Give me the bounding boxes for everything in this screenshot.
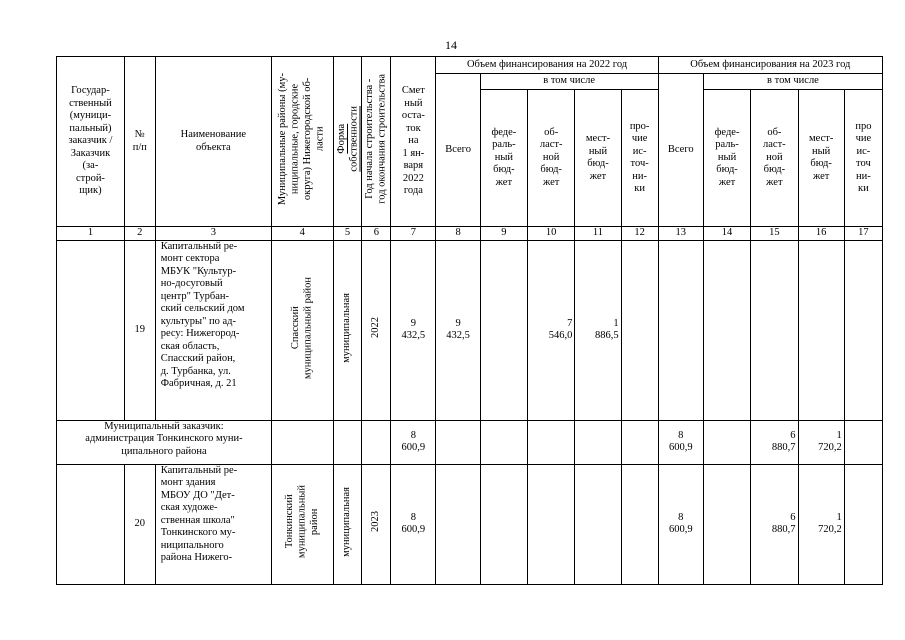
header-object-name: Наименование объекта [155, 57, 271, 227]
object-name: Капитальный ре- монт сектора МБУК "Культур- но-досуговый центр" Турбан- ский сельский дом культуры" по ад- ресу: Нижегород- ская область, Спасский район, д. Турбанка, ул. Фабричная, д. 21 [155, 240, 271, 420]
years-cell [362, 464, 391, 584]
customer-cell [57, 464, 125, 584]
header-districts-cell [271, 57, 333, 227]
row-num: 19 [124, 240, 155, 420]
header-other-2023: про чие ис- точ ни- ки [844, 90, 882, 227]
header-num: № п/п [124, 57, 155, 227]
column-number: 16 [798, 227, 844, 241]
header-customer: Государ- ственный (муници- пальный) заказчик / Заказчик (за- строй- щик) [57, 57, 125, 227]
column-number: 10 [528, 227, 575, 241]
customer-local-2023: 1 720,2 [798, 420, 844, 464]
ownership: муниципальная [341, 486, 353, 557]
header-federal-2022: феде- раль- ный бюд- жет [480, 90, 527, 227]
table-row [57, 464, 883, 584]
column-number-row [57, 227, 883, 241]
header-including-2022: в том числе [480, 74, 658, 90]
balance: 8 600,9 [391, 464, 436, 584]
ownership-cell [333, 464, 362, 584]
district-cell [271, 464, 333, 584]
header-districts: Муниципальные районы (му- ниципальные, городские округа) Нижегородской об- ласти [277, 73, 326, 206]
local-2022: 1 886,5 [575, 240, 621, 420]
header-estimate-balance: Смет ный оста- ток на 1 ян- варя 2022 года [391, 57, 436, 227]
header-years: Год начала строительства - год окончания строительства [364, 74, 388, 205]
column-number: 2 [124, 227, 155, 241]
column-number: 4 [271, 227, 333, 241]
district: Тонкинский муниципальный район [283, 485, 320, 559]
customer-balance: 8 600,9 [391, 420, 436, 464]
district-cell [271, 240, 333, 420]
header-regional-2023: об- ласт- ной бюд- жет [751, 90, 798, 227]
column-number: 17 [844, 227, 882, 241]
column-number: 1 [57, 227, 125, 241]
header-federal-2023: феде- раль- ный бюд- жет [703, 90, 750, 227]
years: 2023 [370, 511, 382, 533]
column-number: 12 [621, 227, 658, 241]
header-regional-2022: об- ласт- ной бюд- жет [528, 90, 575, 227]
column-number: 7 [391, 227, 436, 241]
header-ownership-form: Форма собственности [335, 106, 360, 173]
column-number: 5 [333, 227, 362, 241]
column-number: 9 [480, 227, 527, 241]
page-number: 14 [445, 38, 457, 52]
column-number: 14 [703, 227, 750, 241]
header-local-2023: мест- ный бюд- жет [798, 90, 844, 227]
other-2022 [621, 240, 658, 420]
header-funding-2023: Объем финансирования на 2023 год [658, 57, 882, 74]
customer-label: Муниципальный заказчик: администрация Тонкинского муни- ципального района [57, 420, 272, 464]
ownership-cell [333, 240, 362, 420]
table-row [57, 240, 883, 420]
federal-2023 [703, 240, 750, 420]
header-including-2023: в том числе [703, 74, 882, 90]
total-2022: 9 432,5 [436, 240, 480, 420]
column-number: 8 [436, 227, 480, 241]
financing-table [56, 56, 883, 585]
total-2023: 8 600,9 [658, 464, 703, 584]
regional-2022: 7 546,0 [528, 240, 575, 420]
customer-total-2023: 8 600,9 [658, 420, 703, 464]
other-2023 [844, 240, 882, 420]
balance: 9 432,5 [391, 240, 436, 420]
regional-2023: 6 880,7 [751, 464, 798, 584]
header-years-cell [362, 57, 391, 227]
column-number: 13 [658, 227, 703, 241]
regional-2023 [751, 240, 798, 420]
column-number: 15 [751, 227, 798, 241]
column-number: 11 [575, 227, 621, 241]
federal-2022 [480, 240, 527, 420]
header-funding-2022: Объем финансирования на 2022 год [436, 57, 658, 74]
header-local-2022: мест- ный бюд- жет [575, 90, 621, 227]
customer-cell [57, 240, 125, 420]
local-2023: 1 720,2 [798, 464, 844, 584]
header-total-2023: Всего [658, 74, 703, 227]
column-number: 6 [362, 227, 391, 241]
ownership: муниципальная [341, 292, 353, 363]
column-number: 3 [155, 227, 271, 241]
years-cell [362, 240, 391, 420]
header-other-2022: про- чие ис- точ- ни- ки [621, 90, 658, 227]
customer-row [57, 420, 883, 464]
district: Спасский муниципальный район [289, 276, 314, 379]
object-name: Капитальный ре- монт здания МБОУ ДО "Дет- ская художе- ственная школа" Тонкинского му- ниципального района Нижего- [155, 464, 271, 584]
header-ownership-cell [333, 57, 362, 227]
local-2023 [798, 240, 844, 420]
header-total-2022: Всего [436, 74, 480, 227]
customer-regional-2023: 6 880,7 [751, 420, 798, 464]
total-2023 [658, 240, 703, 420]
row-num: 20 [124, 464, 155, 584]
years: 2022 [370, 317, 382, 339]
